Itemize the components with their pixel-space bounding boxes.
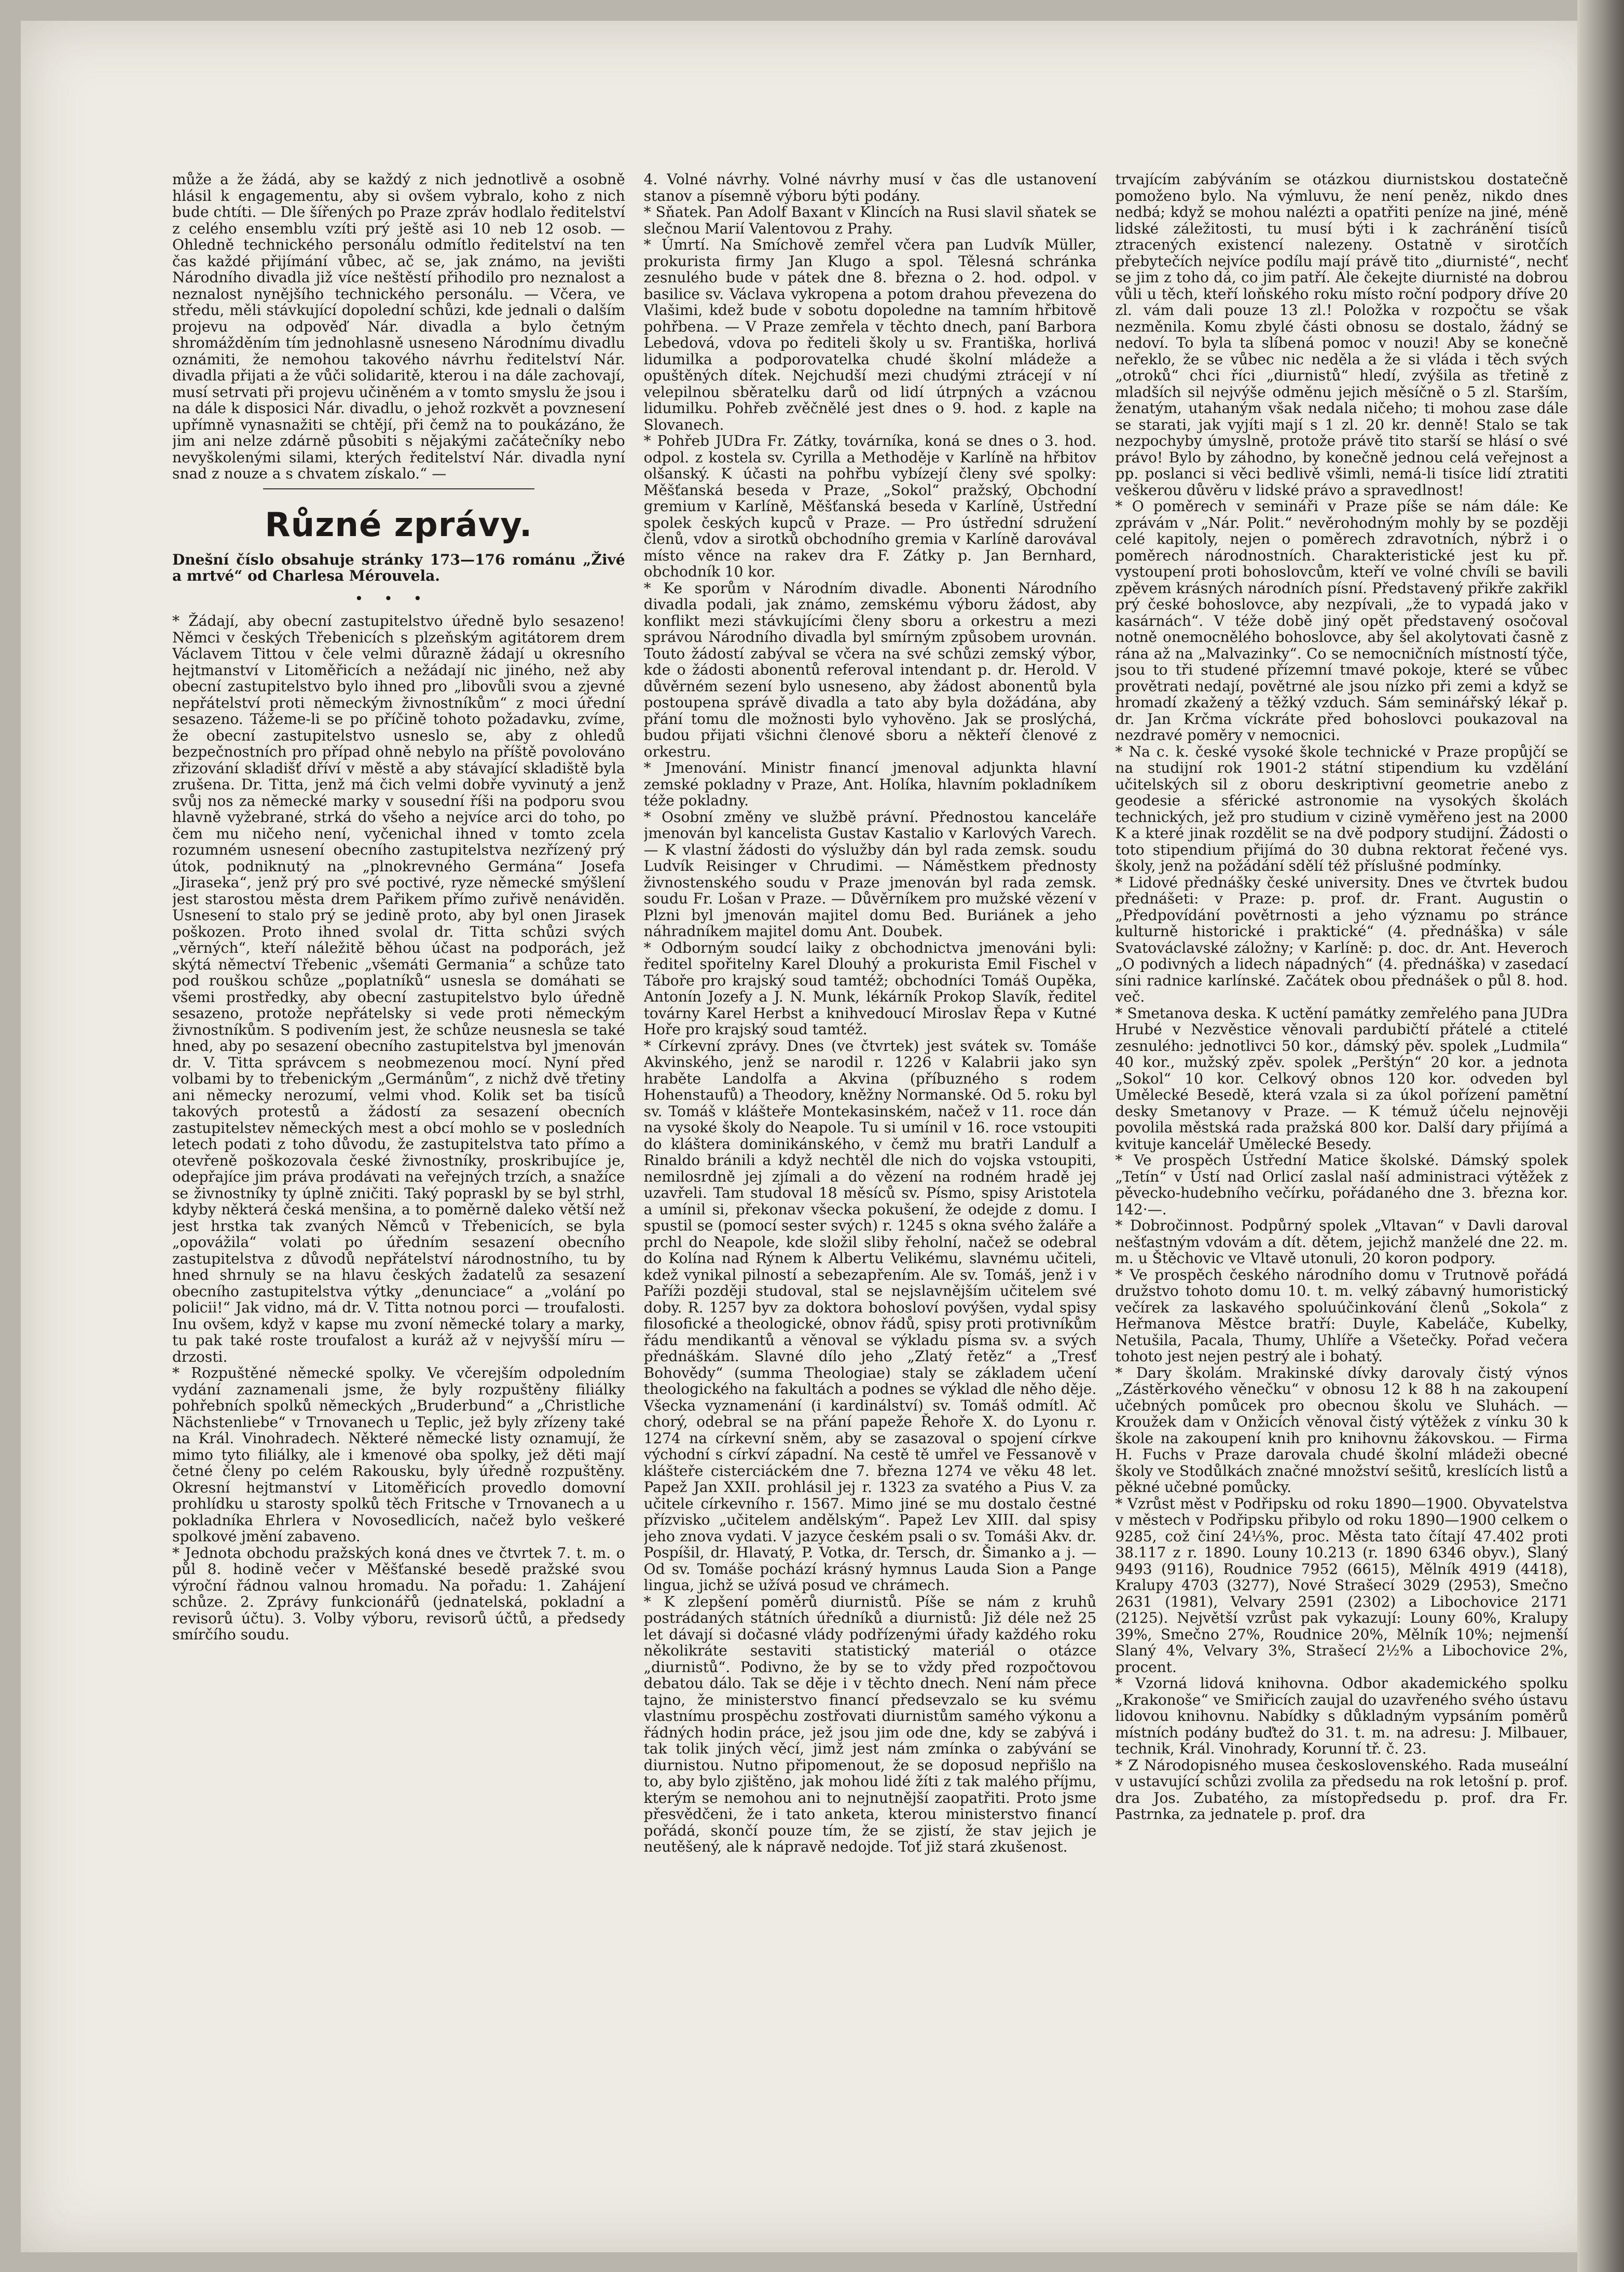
- article-paragraph: trvajícím zabýváním se otázkou diurnistskou dostatečně pomoženo bylo. Na výmluvu, že není peněz, nikdo dnes nedbá; když se mohou nalézti a opatřiti peníze na jiné, méně lidské záležitosti, tu musí býti i k zachránění tisíců ztracených existencí nalezeny. Ostatně v sirotčích přebytečích nejvíce podílu mají právě tito „diurnisté“, nechť se jim z toho dá, co jim patří. Ale čekejte diurnisté na dobrou vůli u těch, kteří loňského roku místo roční podpory dříve 20 zl. vám dali pouze 13 zl.! Položka v rozpočtu se však nezměnila. Komu zbylé části obnosu se dostalo, žádný se nedoví. To byla ta slíbená pomoc v nouzi! Aby se konečně neřeklo, že se vůbec nic neděla a že si vláda i těch svých „otroků“ chci říci „diurnistů“ hledí, zvýšila as třetině z mladších sil nejvýše odměnu jejich měsíčně o 5 zl. Starším, ženatým, utahaným však nedala ničeho; ti mohou zase dále se starati, jak vyjíti mají s 1 zl. 20 kr. denně! Stalo se tak nezpochyby úmyslně, protože právě tito starší se hlásí o své právo! Bylo by záhodno, by konečně jednou celá veřejnost a pp. poslanci si věci bedlivě všimli, nemá-li tisíce lidí ztratiti veškerou důvěru v lidské právo a spravedlnost!: [1115, 171, 1568, 499]
- column-right: [1115, 171, 1568, 2091]
- article-paragraph: * Osobní změny ve službě právní. Přednostou kanceláře jmenován byl kancelista Gustav Kastalio v Karlových Varech. — K vlastní žádosti do výslužby dán byl rada zemsk. soudu Ludvík Reisinger v Chrudimi. — Náměstkem přednosty živnostenského soudu v Praze jmenován byl rada zemsk. soudu Fr. Lošan v Praze. — Důvěrníkem pro mužské vězení v Plzni byl jmenován majitel domu Bed. Buriánek a jeho náhradníkem majitel domu Ant. Doubek.: [643, 808, 1097, 940]
- separator-dots: •••: [354, 590, 443, 607]
- article-paragraph: * Pohřeb JUDra Fr. Zátky, továrníka, koná se dnes o 3. hod. odpol. z kostela sv. Cyrilla a Methoděje v Karlíně na hřbitov olšanský. K účasti na pohřbu vybízejí členy své spolky: Měšťanská beseda v Praze, „Sokol“ pražský, Obchodní gremium v Karlíně, Měšťanská beseda v Karlíně, Ústřední spolek českých kupců v Praze. — Pro ústřední sdružení členů, vdov a sirotků obchodního gremia v Karlíně darovával místo věnce na rakev dra F. Zátky p. Jan Bernhard, obchodník 10 kor.: [643, 432, 1097, 580]
- article-paragraph: * Dobročinnost. Podpůrný spolek „Vltavan“ v Davli daroval nešťastným vdovám a dít. dětem, jejichž manželé dne 22. m. m. u Štěchovic ve Vltavě utonuli, 20 koron podpory.: [1115, 1217, 1568, 1267]
- article-paragraph: * Dary školám. Mrakinské dívky darovaly čistý výnos „Zástěrkového věnečku“ v obnosu 12 k 88 h na zakoupení učebných pomůcek pro obecnou školu ve Sluhách. — Kroužek dam v Onžicích věnoval čistý výtěžek z vínku 30 k škole na zakoupení knih pro knihovnu žákovskou. — Firma H. Fuchs v Praze darovala chudé školní mládeži obecné školy ve Stodůlkách značné množství sešitů, kreslících listů a pěkné učebné pomůcky.: [1115, 1364, 1568, 1496]
- article-paragraph: * Lidové přednášky české university. Dnes ve čtvrtek budou přednášeti: v Praze: p. prof. dr. Frant. Augustin o „Předpovídání povětrnosti a jeho významu po stránce kulturně historické i praktické“ (4. přednáška) v sále Svatováclavské záložny; v Karlíně: p. doc. dr. Ant. Heveroch „O podivných a lidech nápadných“ (4. přednáška) v zasedací síni radnice karlínské. Začátek obou přednášek o půl 8. hod. več.: [1115, 873, 1568, 1005]
- page-edge-shadow: [1577, 0, 1624, 2272]
- article-paragraph: 4. Volné návrhy. Volné návrhy musí v čas dle ustanovení stanov a písemně výboru býti podány.: [643, 171, 1097, 204]
- article-paragraph: * O poměrech v semináři v Praze píše se nám dále: Ke zprávám v „Nár. Polit.“ nevěrohodným mohly by se později celé kapitoly, nejen o poměrech zdravotních, nýbrž i o poměrech národnostních. Charakteristické jest ku př. vystoupení proti bohoslovcům, kteří ve volné chvíli se bavili zpěvem krásných národních písní. Představený přikře zakřikl prý české bohoslovce, aby nezpívali, „že to vypadá jako v kasárnách“. V téže době jiný opět představený osočoval notně onemocnělého bohoslovce, aby šel akolytovati časně z rána až na „Malvazinky“. Co se nemocničních místností týče, jsou to tři studené přízemní tmavé pokoje, které se vůbec provětrati nedají, povětrné ale jsou nízko při zemi a když se hromadí zkažený a těžký vzduch. Sám seminářský lékař p. dr. Jan Krčma víckráte před bohoslovci poukazoval na nezdravé poměry v nemocnici.: [1115, 498, 1568, 744]
- article-paragraph: * Vzrůst měst v Podřipsku od roku 1890—1900. Obyvatelstva v městech v Podřipsku přibylo od roku 1890—1900 celkem o 9285, což činí 24⅓%, proc. Města tato čítají 47.402 proti 38.117 z r. 1890. Louny 10.213 (r. 1890 6346 obyv.), Slaný 9493 (9116), Roudnice 7952 (6615), Mělník 4919 (4418), Kralupy 4703 (3277), Nové Strašecí 3029 (2953), Smečno 2631 (1981), Velvary 2591 (2302) a Libochovice 2171 (2125). Největší vzrůst pak vykazují: Louny 60%, Kralupy 39%, Smečno 27%, Roudnice 20%, Mělník 10%; nejmenší Slaný 4%, Velvary 3%, Strašecí 2½% a Libochovice 2%, procent.: [1115, 1495, 1568, 1676]
- article-paragraph: * Odborným soudcí laiky z obchodnictva jmenováni byli: ředitel spořitelny Karel Dlouhý a prokurista Emil Fischel v Táboře pro krajský soud tamtéž; obchodníci Tomáš Oupěka, Antonín Jozefy a J. N. Munk, lékárník Prokop Slavík, ředitel továrny Karel Herbst a knihvedoucí Miroslav Řepa v Kutné Hoře pro krajský soud tamtéž.: [643, 939, 1097, 1038]
- article-paragraph: * Ve prospěch českého národního domu v Trutnově pořádá družstvo tohoto domu 10. t. m. velký zábavný humoristický večírek za laskavého spoluúčinkování členů „Sokola“ z Heřmanova Městce bratří: Duyle, Kabeláče, Kubelky, Netušila, Pacala, Thumy, Uhlíře a Všetečky. Pořad večera tohoto jest nejen pestrý ale i bohatý.: [1115, 1266, 1568, 1365]
- article-paragraph: * Úmrtí. Na Smíchově zemřel včera pan Ludvík Müller, prokurista firmy Jan Klugo a spol. Tělesná schránka zesnulého bude v pátek dne 8. března o 2. hod. odpol. v basilice sv. Václava vykropena a potom drahou převezena do Vlašimi, kdež bude v sobotu dopoledne na tamním hřbitově pohřbena. — V Praze zemřela v těchto dnech, paní Barbora Lebedová, vdova po řediteli školy u sv. Františka, horlivá lidumilka a podporovatelka chudé školní mládeže a opuštěných dítek. Nejchudší mezi chudými ztrácejí v ní velepilnou sběratelku darů od lidí útrpných a vzácnou lidumilku. Pohřeb zvěčnělé jest dnes o 9. hod. z kaple na Slovanech.: [643, 236, 1097, 433]
- separator-rule: [263, 488, 535, 489]
- column-middle: [644, 171, 1097, 2091]
- article-paragraph: * Z Národopisného musea československého. Rada museální v ustavující schůzi zvolila za předsedu na rok letošní p. prof. dra Jos. Zubatého, za místopředsedu p. prof. dra Fr. Pastrnka, za jednatele p. prof. dra: [1115, 1756, 1568, 1823]
- article-paragraph: * Žádají, aby obecní zastupitelstvo úředně bylo sesazeno! Němci v českých Třebenicích s plzeňským agitátorem drem Václavem Tittou v čele velmi důrazně žádají u okresního hejtmanství v Litoměřicích a nežádají nic jiného, než aby obecní zastupitelstvo bylo ihned pro „libovůli svou a zjevné nepřátelství proti německým živnostníkům“ z moci úřední sesazeno. Tážeme-li se po příčině tohoto požadavku, zvíme, že obecní zastupitelstvo usneslo se, aby z ohledů bezpečnostních pro případ ohně nebylo na příště povolováno zřizování skladišť dříví v městě a aby stávající skladiště byla zrušena. Dr. Titta, jenž má čich velmi dobře vyvinutý a jenž svůj nos za německé marky v sousední říši na podporu svou hlavně vyžebrané, strká do všeho a nejvíce arci do toho, po čem mu ničeho není, vyčenichal ihned v tomto zcela rozumném usnesení obecního zastupitelstva nezřízený prý útok, podniknutý na „plnokrevného Germána“ Josefa „Jiraseka“, jenž prý pro své poctivé, ryze německé smýšlení jest starostou města drem Pařikem přímo zuřivě nenáviděn. Usnesení to stalo prý se jedině proto, aby byl onen Jirasek poškozen. Proto ihned svolal dr. Titta schůzi svých „věrných“, kteří náležitě běhou účast na podporách, jež skýtá němectví Třebenic „všemáti Germania“ a schůze tato pod rouškou schůze „poplatníků“ usnesla se domáhati se všemi prostředky, aby obecní zastupitelstvo bylo úředně sesazeno, protože nepřátelsky si vede proti německým živnostníkům. S podivením jest, že schůze neusnesla se také hned, aby po sesazení obecního zastupitelstva byl jmenován dr. V. Titta správcem s neobmezenou mocí. Nyní před volbami by to třebenickým „Germánům“, z nichž dvě třetiny ani německy nerozumí, velmi vhod. Kolik set ba tisíců takových protestů a žádostí za sesazení obecních zastupitelstev německých mest a obcí mohlo se v posledních letech podati z toho důvodu, že zastupitelstva tato přímo a otevřeně poškozovala české živnostníky, proskribujíce je, odepřajíce jim práva prodávati na veřejných trzích, a snažíce se živnostníky ty úplně zničiti. Taký popraskl by se byl strhl, kdyby některá česká menšina, a to poměrně daleko větší než jest hrstka tak zvaných Němců v Třebenicích, se byla „opovážila“ volati po úředním sesazení obecního zastupitelstva z důvodů nepřátelství národnostního, tu by hned shrnuly se na hlavu českých žadatelů za sesazení obecního zastupitelstva výtky „denunciace“ a „volání po policii!“ Jak vidno, má dr. V. Titta notnou porci — troufalosti. Inu ovšem, když v kapse mu zvoní německé tolary a marky, tu pak také roste troufalost a kuráž až v nejvyšší míru — drzosti.: [172, 612, 625, 1365]
- article-paragraph: Dnešní číslo obsahuje stránky 173—176 románu „Živé a mrtvé“ od Charlesa Mérouvela.: [172, 551, 625, 584]
- article-paragraph: * Rozpuštěné německé spolky. Ve včerejším odpoledním vydání zaznamenali jsme, že byly rozpuštěny filiálky pohřebních spolků německých „Bruderbund“ a „Christliche Nächstenliebe“ v Trnovanech u Teplic, jež byly zřízeny také na Král. Vinohradech. Některé německé listy oznamují, že mimo tyto filiálky, ale i kmenové oba spolky, jež děti mají četné členy po celém Rakousku, byly úředně rozpuštěny. Okresní hejtmanství v Litoměřicích provedlo domovní prohlídku u starosty spolků těch Fritsche v Trnovanech a u pokladníka Ehrlera v Novosedlicích, načež bylo veškeré spolkové jmění zabaveno.: [172, 1364, 625, 1545]
- article-paragraph: může a že žádá, aby se každý z nich jednotlivě a osobně hlásil k engagementu, aby si ovšem vybralo, koho z nich bude chtíti. — Dle šířených po Praze zpráv hodlalo ředitelství z celého ensemblu vzíti prý ještě asi 10 neb 12 osob. — Ohledně technického personálu odmítlo ředitelství na ten čas každé přijímání vůbec, ač se, jak známo, na jevišti Národního divadla již více neštěstí přihodilo pro neznalost a neznalost nynějšího technického personálu. — Včera, ve středu, měli stávkující dopolední schůzi, kde jednali o dalším projevu na odpověď Nár. divadla a bylo četným shromážděním tím jednohlasně usneseno Národnímu divadlu oznámiti, že nemohou takového návrhu ředitelství Nár. divadla přijati a že vůči solidaritě, kterou i na dále zachovají, musí setrvati při projevu učiněném a v tomto smyslu že jsou i na dále k disposici Nár. divadlu, o jehož rozkvět a povznesení upřímně vynasnažiti se chtějí, při čemž na to poukázáno, že jim ani nelze zdárně působiti s nějakými začátečníky nebo nevyškolenými silami, kterých ředitelství Nár. divadla nyní snad z nouze a s chvatem získalo.“ —: [172, 171, 625, 482]
- article-paragraph: * K zlepšení poměrů diurnistů. Píše se nám z kruhů postrádaných státních úředníků a diurnistů: Již déle než 25 let dávají si dočasné vlády podřízenými úřady každého roku několikráte sestaviti statistický materiál o otázce „diurnistů“. Podivno, že by se to vždy před rozpočtovou debatou dálo. Tak se děje i v těchto dnech. Není nám přece tajno, že ministerstvo financí předsevzalo se ku svému vlastnímu prospěchu zostřovati diurnistům samého výkonu a řádných hodin práce, jež jsou jim ode dne, kdy se zabývá i tak tolik jiných věcí, jimž jest nám zmínka o zabývání se diurnistou. Nutno připomenout, že se doposud nepřišlo na to, aby bylo zjištěno, jak mohou lidé žíti z tak malého příjmu, kterým se nemohou ani to nejnutnější zaopatřiti. Proto jsme přesvědčeni, že i tato anketa, kterou ministerstvo financí pořádá, skončí pouze tím, že se zjistí, že stav jejich je neutěšený, ale k nápravě nedojde. Toť již stará zkušenost.: [643, 1593, 1097, 1855]
- article-paragraph: * Vzorná lidová knihovna. Odbor akademického spolku „Krakonoše“ ve Smiřicích zaujal do uzavřeného svého ústavu lidovou knihovnu. Nabídky s důkladným vypsáním poměrů místních podány buďtež do 31. t. m. na adresu: J. Milbauer, technik, Král. Vinohrady, Korunní tř. č. 23.: [1115, 1675, 1568, 1757]
- article-paragraph: * Jednota obchodu pražských koná dnes ve čtvrtek 7. t. m. o půl 8. hodině večer v Měšťanské besedě pražské svou výroční řádnou valnou hromadu. Na pořadu: 1. Zahájení schůze. 2. Zprávy funkcionářů (jednatelská, pokladní a revisorů účtu). 3. Volby výboru, revisorů účtů, a předsedy smírčího soudu.: [172, 1544, 625, 1643]
- article-paragraph: * Ke sporům v Národním divadle. Abonenti Národního divadla podali, jak známo, zemskému výboru žádost, aby konflikt mezi stávkujícími členy sboru a orkestru a mezi správou Národního divadla byl smírným způsobem urovnán. Touto žádostí zabýval se včera na své schůzi zemský výbor, kde o žádosti abonentů referoval intendant p. dr. Herold. V důvěrném sezení bylo usneseno, aby žádost abonentů byla postoupena správě divadla a tato aby byla dožádána, aby přání tomu dle možnosti bylo vyhověno. Jak se proslýchá, budou přijati všichni členové sboru a někteří členové z orkestru.: [643, 579, 1097, 760]
- newspaper-page: [172, 171, 1568, 2091]
- article-paragraph: * Jmenování. Ministr financí jmenoval adjunkta hlavní zemské pokladny v Praze, Ant. Holíka, hlavním pokladníkem téže pokladny.: [643, 759, 1097, 809]
- article-paragraph: * Sňatek. Pan Adolf Baxant v Klincích na Rusi slavil sňatek se slečnou Marií Valentovou z Prahy.: [643, 203, 1097, 237]
- article-paragraph: * Ve prospěch Ústřední Matice školské. Dámský spolek „Tetín“ v Ústí nad Orlicí zaslal naší administraci výtěžek z pěvecko-hudebního večírku, pořádaného dne 3. března kor. 142·—.: [1115, 1152, 1568, 1218]
- section-heading: Různé zprávy.: [265, 505, 533, 544]
- article-paragraph: * Na c. k. české vysoké škole technické v Praze propůjčí se na studijní rok 1901-2 státní stipendium ku vzdělání učitelských sil z oboru deskriptivní geometrie anebo z geodesie a sférické astronomie na vysokých školách technických, jež pro studium v cizině vyměřeno jest na 2000 K a které jinak rozdělit se na dvě podpory studijní. Žádosti o toto stipendium přijímá do 30 dubna rektorat řečené vys. školy, jenž na požádání sdělí též příslušné podmínky.: [1115, 743, 1568, 874]
- column-left: [172, 171, 625, 2091]
- article-paragraph: * Církevní zprávy. Dnes (ve čtvrtek) jest svátek sv. Tomáše Akvinského, jenž se narodil r. 1226 v Kalabrii jako syn hraběte Landolfa a Akvina (příbuzného s rodem Hohenstaufů) a Theodory, kněžny Normanské. Od 5. roku byl sv. Tomáš v klášteře Montekasinském, načež v 11. roce dán na vysoké školy do Neapole. Tu si umínil v 16. roce vstoupiti do kláštera dominikánského, v čemž mu bratři Landulf a Rinaldo bránili a když nechtěl dle nich do vojska vstoupiti, nemilosrdně jej zjímali a do vězení na rodném hradě jej uzavřeli. Tam studoval 18 měsíců sv. Písmo, spisy Aristotela a umínil si, překonav všecka pokušení, že odejde z domu. I spustil se (pomocí sester svých) r. 1245 s okna svého žaláře a prchl do Neapole, kde složil sliby řeholní, načež se odebral do Kolína nad Rýnem k Albertu Velikému, slavnému učiteli, kdež vynikal pilností a sebezapřením. Ale sv. Tomáš, jenž i v Paříži později studoval, stal se nejslavnějším učitelem své doby. R. 1257 byv za doktora bohosloví povýšen, vydal spisy filosofické a theologické, obnov řádů, spisy proti protivníkům řádu mendikantů a věnoval se výkladu písma sv. a svých přednáškám. Slavné dílo jeho „Zlatý řetěz“ a „Tresť Bohovědy“ (summa Theologiae) staly se základem učení theologického na fakultách a podnes se výklad dle něho děje. Všecka vyznamenání (i kardinálství) sv. Tomáš odmítl. Ač chorý, odebral se na přání papeže Řehoře X. do Lyonu r. 1274 na církevní sněm, aby se zasazoval o spojení církve východní s církví západní. Na cestě tě umřel ve Fessanově v klášteře cisterciáckém dne 7. března 1274 ve věku 48 let. Papež Jan XXII. prohlásil jej r. 1323 za svatého a Pius V. za učitele církevního r. 1567. Mimo jiné se mu dostalo čestné přízvisko „učitelem andělským“. Papež Lev XIII. dal spisy jeho znova vydati. V jazyce českém psali o sv. Tomáši Akv. dr. Pospíšil, dr. Hlavatý, P. Votka, dr. Tersch, dr. Šimanko a j. — Od sv. Tomáše pochází krásný hymnus Lauda Sion a Pange lingua, jichž se užívá posud ve chrámech.: [643, 1037, 1097, 1594]
- article-paragraph: * Smetanova deska. K uctění památky zemřelého pana JUDra Hrubé v Nezvěstice věnovali pardubičtí přátelé a ctitelé zesnulého: jednotlivci 50 kor., dámský pěv. spolek „Ludmila“ 40 kor., mužský zpěv. spolek „Perštýn“ 20 kor. a jednota „Sokol“ 10 kor. Celkový obnos 120 kor. odveden byl Umělecké Besedě, která vzala si za úkol pořízení pamětní desky Smetanovy v Praze. — K témuž účelu nejnověji povolila městská rada pražská 800 kor. Další dary přijímá a kvituje kancelář Umělecké Besedy.: [1115, 1004, 1568, 1153]
